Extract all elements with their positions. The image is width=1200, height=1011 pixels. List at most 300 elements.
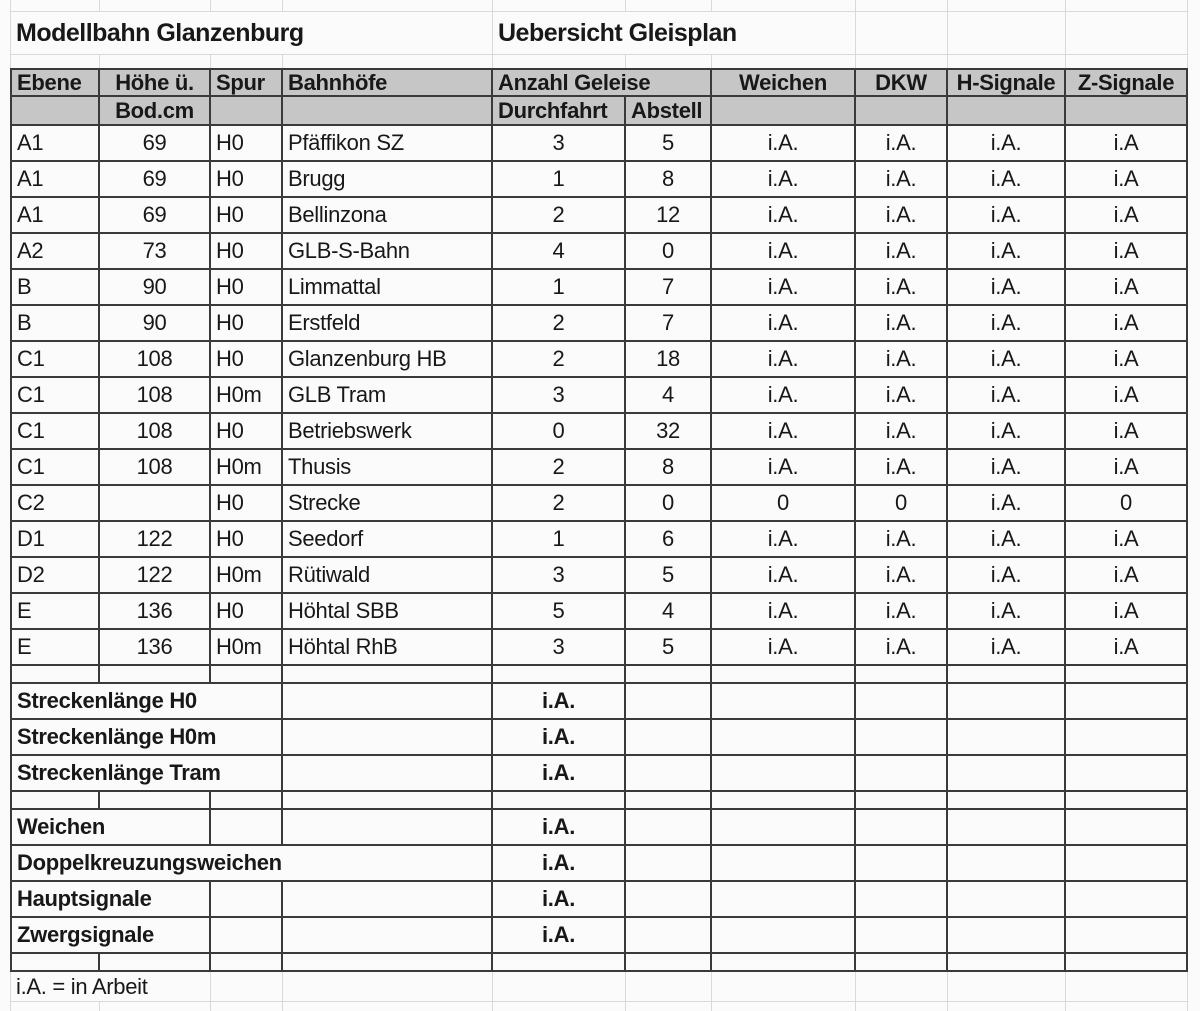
empty-cell <box>626 720 712 756</box>
cell-spur: H0 <box>211 270 283 306</box>
empty-cell <box>626 846 712 882</box>
header-empty <box>948 97 1066 126</box>
empty-cell <box>948 756 1066 792</box>
empty-cell <box>1066 720 1188 756</box>
cell-abstell: 0 <box>626 234 712 270</box>
cell-bahnhof: Thusis <box>283 450 493 486</box>
cell-ebene: A1 <box>10 198 100 234</box>
cell-bahnhof: Glanzenburg HB <box>283 342 493 378</box>
cell-weichen: i.A. <box>712 126 856 162</box>
empty-cell <box>856 756 948 792</box>
spacer-cell <box>948 954 1066 972</box>
cell-hoehe: 108 <box>100 450 211 486</box>
grid-cell <box>493 1002 626 1011</box>
cell-durchfahrt: 2 <box>493 306 626 342</box>
empty-cell <box>283 810 493 846</box>
table-row <box>10 234 1188 270</box>
table-row <box>10 342 1188 378</box>
empty-cell <box>1066 756 1188 792</box>
cell-weichen: i.A. <box>712 378 856 414</box>
empty-cell <box>948 918 1066 954</box>
empty-cell <box>712 810 856 846</box>
grid-cell <box>856 972 948 1001</box>
cell-dkw: i.A. <box>856 558 948 594</box>
empty-cell <box>1066 918 1188 954</box>
table-body <box>10 126 1200 666</box>
spacer-row <box>10 954 1188 972</box>
cell-hoehe: 69 <box>100 198 211 234</box>
cell-z-signale: i.A <box>1066 630 1188 666</box>
spacer-cell <box>856 666 948 684</box>
spacer-cell <box>1066 792 1188 810</box>
spacer-cell <box>712 792 856 810</box>
cell-dkw: i.A. <box>856 270 948 306</box>
header-empty <box>856 97 948 126</box>
cell-abstell: 32 <box>626 414 712 450</box>
cell-bahnhof: Erstfeld <box>283 306 493 342</box>
empty-cell <box>626 756 712 792</box>
cell-weichen: i.A. <box>712 414 856 450</box>
cell-weichen: i.A. <box>712 522 856 558</box>
empty-cell <box>1066 846 1188 882</box>
cell-hoehe: 108 <box>100 414 211 450</box>
grid-cell <box>1066 1002 1188 1011</box>
cell-h-signale: i.A. <box>948 162 1066 198</box>
cell-spur: H0 <box>211 162 283 198</box>
table-row <box>10 270 1188 306</box>
empty-cell <box>948 882 1066 918</box>
cell-abstell: 4 <box>626 594 712 630</box>
cell-abstell: 7 <box>626 306 712 342</box>
empty-cell <box>211 918 283 954</box>
cell-h-signale: i.A. <box>948 450 1066 486</box>
grid-cell <box>712 12 856 54</box>
empty-cell <box>712 756 856 792</box>
grid-cell <box>712 972 856 1001</box>
header-spur: Spur <box>211 68 283 97</box>
cell-h-signale: i.A. <box>948 270 1066 306</box>
spacer-cell <box>626 792 712 810</box>
cell-h-signale: i.A. <box>948 126 1066 162</box>
header-weichen: Weichen <box>712 68 856 97</box>
cell-hoehe: 69 <box>100 126 211 162</box>
spacer-cell <box>626 954 712 972</box>
spacer-cell <box>856 792 948 810</box>
cell-weichen: i.A. <box>712 162 856 198</box>
grid-cell <box>211 0 283 11</box>
empty-cell <box>856 720 948 756</box>
spacer-cell <box>948 792 1066 810</box>
grid-cell <box>626 1002 712 1011</box>
summary-label: Streckenlänge Tram <box>10 756 283 792</box>
cell-ebene: C1 <box>10 378 100 414</box>
cell-z-signale: i.A <box>1066 558 1188 594</box>
cell-bahnhof: Brugg <box>283 162 493 198</box>
cell-h-signale: i.A. <box>948 342 1066 378</box>
spacer-cell <box>100 954 211 972</box>
cell-ebene: E <box>10 594 100 630</box>
table-row <box>10 126 1188 162</box>
cell-weichen: 0 <box>712 486 856 522</box>
empty-cell <box>283 882 493 918</box>
empty-cell <box>948 720 1066 756</box>
spacer-cell <box>948 666 1066 684</box>
summary-value: i.A. <box>493 720 626 756</box>
cell-weichen: i.A. <box>712 342 856 378</box>
cell-durchfahrt: 1 <box>493 162 626 198</box>
spacer-cell <box>1066 666 1188 684</box>
gridline-strip <box>10 55 1188 68</box>
cell-ebene: B <box>10 306 100 342</box>
cell-durchfahrt: 3 <box>493 378 626 414</box>
cell-bahnhof: GLB Tram <box>283 378 493 414</box>
cell-abstell: 5 <box>626 558 712 594</box>
cell-dkw: i.A. <box>856 126 948 162</box>
cell-ebene: C1 <box>10 450 100 486</box>
cell-durchfahrt: 1 <box>493 522 626 558</box>
grid-cell <box>100 55 211 68</box>
grid-cell <box>283 972 493 1001</box>
grid-cell <box>948 55 1066 68</box>
summary-value: i.A. <box>493 810 626 846</box>
grid-cell <box>626 55 712 68</box>
grid-cell <box>1066 0 1188 11</box>
empty-cell <box>283 720 493 756</box>
footer-note: i.A. = in Arbeit <box>10 972 211 1001</box>
summary-value: i.A. <box>493 918 626 954</box>
grid-cell <box>626 972 712 1001</box>
header-anzahl-geleise: Anzahl Geleise <box>493 68 712 97</box>
cell-h-signale: i.A. <box>948 378 1066 414</box>
empty-cell <box>712 918 856 954</box>
cell-hoehe: 136 <box>100 630 211 666</box>
grid-cell <box>100 0 211 11</box>
cell-abstell: 6 <box>626 522 712 558</box>
cell-bahnhof: Rütiwald <box>283 558 493 594</box>
cell-ebene: B <box>10 270 100 306</box>
grid-cell <box>283 0 493 11</box>
summary-label: Doppelkreuzungsweichen <box>10 846 493 882</box>
header-row-2 <box>10 97 1188 126</box>
grid-cell <box>948 972 1066 1001</box>
spacer-cell <box>100 792 211 810</box>
summary-label: Streckenlänge H0m <box>10 720 283 756</box>
empty-cell <box>283 918 493 954</box>
cell-z-signale: i.A <box>1066 198 1188 234</box>
spacer-cell <box>493 954 626 972</box>
grid-cell <box>100 1002 211 1011</box>
cell-dkw: i.A. <box>856 630 948 666</box>
footer-row <box>10 972 1188 1002</box>
cell-spur: H0 <box>211 126 283 162</box>
spacer-cell <box>712 954 856 972</box>
header-bod-cm: Bod.cm <box>100 97 211 126</box>
cell-spur: H0m <box>211 378 283 414</box>
empty-cell <box>1066 882 1188 918</box>
empty-cell <box>626 918 712 954</box>
cell-weichen: i.A. <box>712 270 856 306</box>
grid-cell <box>712 1002 856 1011</box>
cell-hoehe: 69 <box>100 162 211 198</box>
cell-spur: H0 <box>211 414 283 450</box>
header-z-signale: Z-Signale <box>1066 68 1188 97</box>
header-empty <box>1066 97 1188 126</box>
grid-cell <box>856 55 948 68</box>
cell-spur: H0 <box>211 486 283 522</box>
cell-h-signale: i.A. <box>948 594 1066 630</box>
cell-h-signale: i.A. <box>948 234 1066 270</box>
grid-cell <box>856 0 948 11</box>
spacer-cell <box>1066 954 1188 972</box>
cell-ebene: C1 <box>10 342 100 378</box>
cell-bahnhof: Betriebswerk <box>283 414 493 450</box>
empty-cell <box>712 684 856 720</box>
grid-cell <box>1066 55 1188 68</box>
grid-cell <box>493 55 626 68</box>
cell-ebene: D1 <box>10 522 100 558</box>
cell-dkw: i.A. <box>856 342 948 378</box>
spacer-cell <box>10 666 100 684</box>
cell-abstell: 0 <box>626 486 712 522</box>
spacer-cell <box>493 666 626 684</box>
grid-cell <box>10 0 100 11</box>
cell-hoehe: 90 <box>100 270 211 306</box>
table-row <box>10 522 1188 558</box>
cell-spur: H0m <box>211 630 283 666</box>
spacer-cell <box>283 792 493 810</box>
header-bahnhoefe: Bahnhöfe <box>283 68 493 97</box>
table-row <box>10 414 1188 450</box>
spacer-cell <box>211 954 283 972</box>
summary-row <box>10 720 1188 756</box>
header-dkw: DKW <box>856 68 948 97</box>
grid-cell <box>211 55 283 68</box>
cell-durchfahrt: 4 <box>493 234 626 270</box>
cell-dkw: i.A. <box>856 162 948 198</box>
cell-z-signale: i.A <box>1066 126 1188 162</box>
spacer-cell <box>712 666 856 684</box>
grid-cell <box>10 1002 100 1011</box>
grid-cell <box>1066 12 1188 54</box>
spacer-cell <box>626 666 712 684</box>
header-row-1 <box>10 68 1188 97</box>
empty-cell <box>948 846 1066 882</box>
cell-spur: H0m <box>211 450 283 486</box>
table-row <box>10 162 1188 198</box>
grid-cell <box>493 0 626 11</box>
empty-cell <box>1066 684 1188 720</box>
page-subtitle: Uebersicht Gleisplan <box>498 18 737 47</box>
grid-cell <box>1066 972 1188 1001</box>
grid-cell <box>712 0 856 11</box>
cell-hoehe <box>100 486 211 522</box>
cell-ebene: A2 <box>10 234 100 270</box>
grid-cell <box>283 1002 493 1011</box>
spacer-cell <box>10 792 100 810</box>
table-row <box>10 486 1188 522</box>
cell-abstell: 18 <box>626 342 712 378</box>
cell-h-signale: i.A. <box>948 630 1066 666</box>
cell-weichen: i.A. <box>712 558 856 594</box>
grid-cell <box>211 972 283 1001</box>
cell-z-signale: i.A <box>1066 162 1188 198</box>
cell-hoehe: 122 <box>100 522 211 558</box>
summary-value: i.A. <box>493 882 626 918</box>
empty-cell <box>712 846 856 882</box>
cell-dkw: i.A. <box>856 378 948 414</box>
table-row <box>10 198 1188 234</box>
cell-bahnhof: Strecke <box>283 486 493 522</box>
spacer-cell <box>283 666 493 684</box>
header-ebene: Ebene <box>10 68 100 97</box>
grid-cell <box>493 972 626 1001</box>
cell-bahnhof: Seedorf <box>283 522 493 558</box>
empty-cell <box>856 846 948 882</box>
cell-dkw: i.A. <box>856 522 948 558</box>
header-empty <box>211 97 283 126</box>
cell-dkw: 0 <box>856 486 948 522</box>
cell-z-signale: i.A <box>1066 270 1188 306</box>
cell-spur: H0 <box>211 234 283 270</box>
spacer-cell <box>211 792 283 810</box>
empty-cell <box>283 684 493 720</box>
header-empty <box>10 97 100 126</box>
cell-h-signale: i.A. <box>948 414 1066 450</box>
spacer-cell <box>10 954 100 972</box>
cell-spur: H0 <box>211 594 283 630</box>
spacer-row <box>10 666 1188 684</box>
cell-dkw: i.A. <box>856 306 948 342</box>
summary-row <box>10 810 1188 846</box>
empty-cell <box>1066 810 1188 846</box>
grid-cell <box>211 1002 283 1011</box>
summary-label: Streckenlänge H0 <box>10 684 283 720</box>
summary-label: Weichen <box>10 810 211 846</box>
cell-ebene: A1 <box>10 126 100 162</box>
cell-durchfahrt: 2 <box>493 486 626 522</box>
grid-cell <box>712 55 856 68</box>
header-empty <box>283 97 493 126</box>
empty-cell <box>856 918 948 954</box>
cell-weichen: i.A. <box>712 306 856 342</box>
gridline-strip <box>10 1002 1188 1011</box>
grid-cell <box>10 55 100 68</box>
spacer-cell <box>856 954 948 972</box>
cell-weichen: i.A. <box>712 450 856 486</box>
gridline-strip <box>10 0 1188 12</box>
cell-durchfahrt: 1 <box>493 270 626 306</box>
cell-spur: H0 <box>211 198 283 234</box>
cell-bahnhof: Bellinzona <box>283 198 493 234</box>
cell-hoehe: 122 <box>100 558 211 594</box>
spacer-row <box>10 792 1188 810</box>
cell-abstell: 8 <box>626 450 712 486</box>
empty-cell <box>283 756 493 792</box>
cell-z-signale: 0 <box>1066 486 1188 522</box>
cell-weichen: i.A. <box>712 234 856 270</box>
summary-section-counts <box>10 810 1200 954</box>
cell-dkw: i.A. <box>856 414 948 450</box>
summary-label: Zwergsignale <box>10 918 211 954</box>
cell-h-signale: i.A. <box>948 558 1066 594</box>
empty-cell <box>626 810 712 846</box>
summary-value: i.A. <box>493 684 626 720</box>
summary-value: i.A. <box>493 846 626 882</box>
grid-cell <box>283 55 493 68</box>
cell-spur: H0 <box>211 342 283 378</box>
grid-cell <box>856 1002 948 1011</box>
cell-ebene: C2 <box>10 486 100 522</box>
cell-durchfahrt: 5 <box>493 594 626 630</box>
cell-bahnhof: GLB-S-Bahn <box>283 234 493 270</box>
spacer-cell <box>100 666 211 684</box>
spacer-cell <box>283 954 493 972</box>
cell-hoehe: 108 <box>100 378 211 414</box>
cell-z-signale: i.A <box>1066 594 1188 630</box>
cell-h-signale: i.A. <box>948 522 1066 558</box>
cell-ebene: D2 <box>10 558 100 594</box>
cell-abstell: 12 <box>626 198 712 234</box>
cell-z-signale: i.A <box>1066 450 1188 486</box>
cell-durchfahrt: 0 <box>493 414 626 450</box>
cell-spur: H0 <box>211 522 283 558</box>
cell-bahnhof: Limmattal <box>283 270 493 306</box>
spacer-cell <box>493 792 626 810</box>
header-abstell: Abstell <box>626 97 712 126</box>
table-row <box>10 558 1188 594</box>
cell-durchfahrt: 3 <box>493 558 626 594</box>
cell-hoehe: 73 <box>100 234 211 270</box>
cell-dkw: i.A. <box>856 450 948 486</box>
cell-weichen: i.A. <box>712 198 856 234</box>
cell-hoehe: 136 <box>100 594 211 630</box>
cell-h-signale: i.A. <box>948 198 1066 234</box>
cell-h-signale: i.A. <box>948 306 1066 342</box>
cell-ebene: C1 <box>10 414 100 450</box>
title-row <box>10 12 1188 55</box>
summary-row <box>10 846 1188 882</box>
summary-label: Hauptsignale <box>10 882 211 918</box>
grid-cell <box>856 12 948 54</box>
cell-z-signale: i.A <box>1066 234 1188 270</box>
summary-row <box>10 882 1188 918</box>
table-row <box>10 630 1188 666</box>
cell-durchfahrt: 2 <box>493 198 626 234</box>
header-h-signale: H-Signale <box>948 68 1066 97</box>
spacer-cell <box>211 666 283 684</box>
cell-hoehe: 90 <box>100 306 211 342</box>
cell-abstell: 4 <box>626 378 712 414</box>
header-durchfahrt: Durchfahrt <box>493 97 626 126</box>
summary-section-lengths <box>10 684 1200 792</box>
cell-weichen: i.A. <box>712 630 856 666</box>
cell-h-signale: i.A. <box>948 486 1066 522</box>
cell-ebene: A1 <box>10 162 100 198</box>
empty-cell <box>626 882 712 918</box>
cell-bahnhof: Höhtal RhB <box>283 630 493 666</box>
cell-dkw: i.A. <box>856 234 948 270</box>
summary-row <box>10 756 1188 792</box>
cell-abstell: 7 <box>626 270 712 306</box>
cell-ebene: E <box>10 630 100 666</box>
grid-cell <box>948 0 1066 11</box>
cell-hoehe: 108 <box>100 342 211 378</box>
cell-weichen: i.A. <box>712 594 856 630</box>
grid-cell <box>626 0 712 11</box>
empty-cell <box>211 882 283 918</box>
cell-abstell: 5 <box>626 630 712 666</box>
header-hoehe: Höhe ü. <box>100 68 211 97</box>
